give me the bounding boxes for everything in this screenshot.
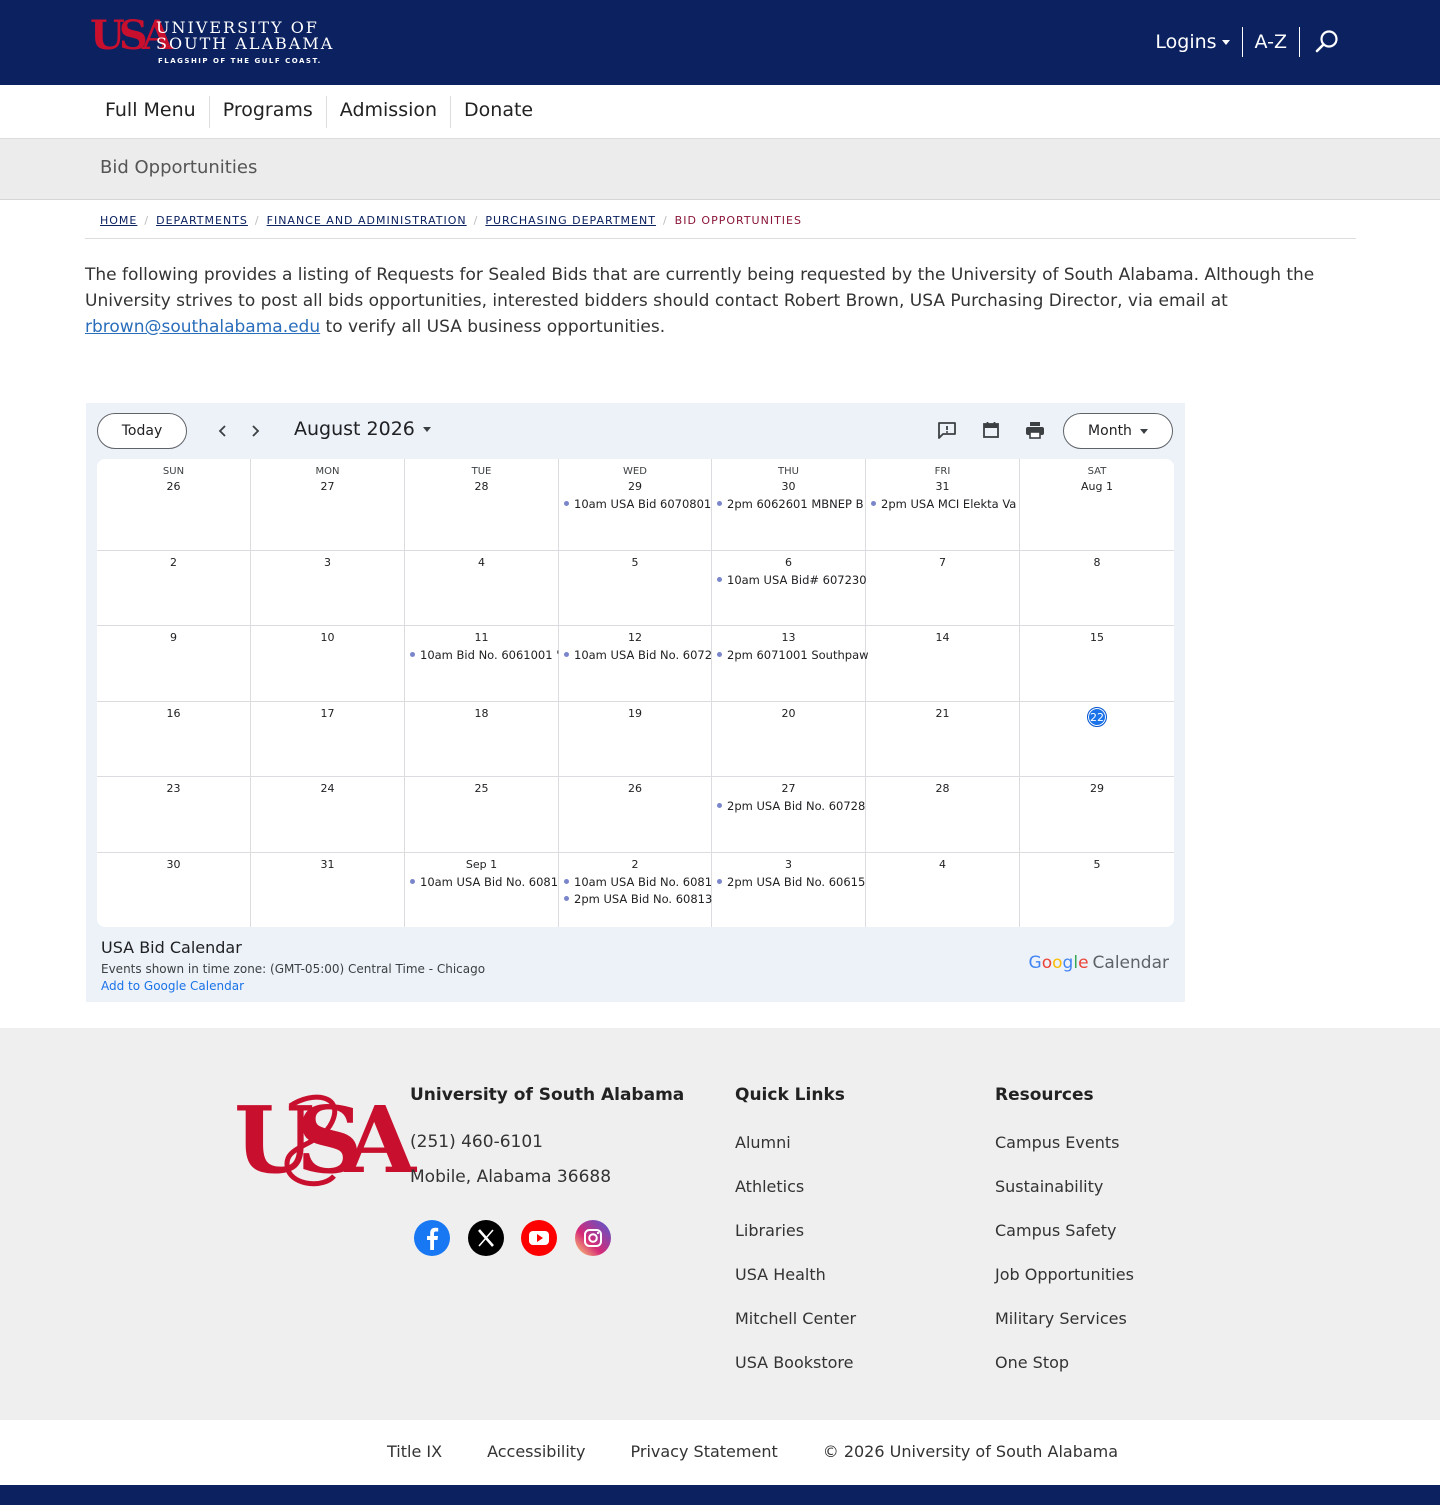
weekday-label: SUN	[162, 466, 185, 477]
day-number[interactable]: 6	[785, 556, 792, 569]
calendar-event[interactable]	[564, 648, 713, 662]
day-cell[interactable]	[559, 777, 712, 853]
breadcrumb-home[interactable]: HOME	[100, 214, 138, 227]
logins-dropdown[interactable]	[1155, 26, 1241, 58]
day-cell[interactable]	[866, 551, 1020, 626]
day-number[interactable]: Aug 1	[1081, 480, 1113, 493]
day-cell[interactable]	[1020, 551, 1174, 626]
view-label: Month	[1088, 423, 1132, 439]
day-cell[interactable]	[866, 702, 1020, 777]
day-cell[interactable]	[405, 459, 559, 551]
add-to-google-calendar-link[interactable]: Add to Google Calendar	[101, 979, 244, 993]
day-cell[interactable]	[559, 551, 712, 626]
resource-one-stop[interactable]: One Stop	[995, 1353, 1070, 1372]
resources-title: Resources	[995, 1085, 1094, 1105]
breadcrumb-purchasing[interactable]: PURCHASING DEPARTMENT	[485, 214, 656, 227]
day-number[interactable]: 28	[935, 782, 950, 795]
day-number[interactable]: 27	[320, 480, 335, 493]
brand-letter: e	[1078, 953, 1089, 973]
brand-letter: g	[1062, 953, 1074, 973]
event-title: 2pm 6062601 MBNEP B	[727, 497, 864, 511]
day-number[interactable]: 23	[166, 782, 181, 795]
event-dot-icon	[717, 652, 722, 657]
day-number[interactable]: 11	[474, 631, 489, 644]
day-number[interactable]: 8	[1093, 556, 1101, 569]
day-number[interactable]: 12	[628, 631, 642, 644]
day-number[interactable]: 29	[1090, 782, 1104, 795]
google-calendar-logo[interactable]	[1029, 953, 1169, 973]
weekday-label: TUE	[471, 466, 492, 477]
logo-name-line2: SOUTH ALABAMA	[156, 34, 335, 53]
brand-letter: G	[1028, 953, 1042, 973]
calendar-event[interactable]	[717, 648, 869, 662]
event-title: 10am USA Bid No. 6081	[574, 875, 713, 889]
calendar-event[interactable]	[717, 497, 864, 511]
calendar-event[interactable]	[564, 497, 712, 511]
brand-letter: o	[1041, 953, 1053, 973]
day-number[interactable]: 7	[939, 556, 946, 569]
day-number[interactable]: 31	[320, 858, 335, 871]
weekday-label: WED	[623, 466, 647, 477]
day-number[interactable]: 18	[474, 707, 489, 720]
quick-link-athletics[interactable]: Athletics	[735, 1177, 805, 1196]
footer-address: Mobile, Alabama 36688	[410, 1167, 612, 1187]
resource-campus-safety[interactable]: Campus Safety	[995, 1221, 1117, 1240]
event-title: 10am USA Bid 6070801	[574, 497, 712, 511]
event-title: 2pm 6071001 Southpaw	[727, 648, 869, 662]
day-cell[interactable]	[712, 626, 869, 702]
event-dot-icon	[410, 879, 415, 884]
day-cell[interactable]	[251, 459, 405, 551]
event-title: 10am USA Bid# 607230	[727, 573, 867, 587]
footer-contact-title: University of South Alabama	[410, 1085, 685, 1105]
quick-link-alumni[interactable]: Alumni	[735, 1133, 791, 1152]
footer-phone[interactable]: (251) 460-6101	[410, 1132, 543, 1152]
bottom-bar	[0, 1485, 1440, 1505]
event-dot-icon	[717, 577, 722, 582]
calendar-event[interactable]	[564, 875, 713, 889]
calendar-event[interactable]	[717, 573, 867, 587]
breadcrumb-current: BID OPPORTUNITIES	[674, 214, 802, 227]
logins-label: Logins	[1155, 31, 1217, 53]
day-number[interactable]: 10	[320, 631, 335, 644]
weekday-label: THU	[778, 466, 799, 477]
day-cell[interactable]	[405, 551, 559, 626]
quick-link-bookstore[interactable]: USA Bookstore	[735, 1353, 854, 1372]
day-cell[interactable]	[405, 853, 559, 927]
day-number[interactable]: 15	[1090, 631, 1104, 644]
event-title: 10am Bid No. 6061001 '	[420, 648, 560, 662]
event-title: 10am USA Bid No. 6072	[574, 648, 713, 662]
day-cell[interactable]	[712, 853, 866, 927]
brand-product: Calendar	[1092, 953, 1169, 973]
print-icon[interactable]	[1023, 418, 1047, 442]
day-number[interactable]: Sep 1	[465, 858, 498, 871]
event-dot-icon	[564, 652, 569, 657]
event-dot-icon	[564, 879, 569, 884]
legal-accessibility[interactable]: Accessibility	[487, 1442, 586, 1461]
today-indicator[interactable]: 22	[1087, 707, 1107, 727]
usa-monogram-logo[interactable]	[234, 1086, 399, 1196]
day-cell[interactable]	[559, 626, 712, 702]
day-number[interactable]: 13	[781, 631, 796, 644]
page-title-band	[0, 139, 1440, 200]
event-title: 2pm USA Bid No. 60728	[727, 799, 866, 813]
resource-campus-events[interactable]: Campus Events	[995, 1133, 1120, 1152]
day-cell[interactable]	[251, 853, 405, 927]
month-picker[interactable]	[294, 418, 431, 440]
caret-down-icon	[1140, 429, 1148, 434]
day-number[interactable]: 26	[628, 782, 642, 795]
quick-links-title: Quick Links	[735, 1085, 845, 1105]
day-cell[interactable]	[251, 626, 405, 702]
day-cell[interactable]	[97, 626, 251, 702]
today-button[interactable]: Today	[97, 413, 187, 449]
day-cell[interactable]	[1020, 626, 1174, 702]
event-title: 2pm USA Bid No. 60813	[574, 892, 713, 906]
caret-down-icon	[423, 427, 431, 432]
day-cell[interactable]	[712, 459, 866, 551]
day-cell[interactable]	[97, 459, 251, 551]
email-link[interactable]: rbrown@southalabama.edu	[85, 317, 321, 337]
weekday-label: FRI	[934, 466, 951, 477]
event-dot-icon	[564, 896, 569, 901]
day-cell[interactable]	[559, 702, 712, 777]
calendar-event[interactable]	[717, 799, 866, 813]
month-label: August 2026	[294, 418, 415, 440]
day-cell[interactable]	[559, 853, 712, 927]
weekday-label: SAT	[1087, 466, 1107, 477]
breadcrumb-rule	[85, 238, 1356, 239]
quick-link-mitchell-center[interactable]: Mitchell Center	[735, 1309, 857, 1328]
calendar-event[interactable]	[410, 648, 560, 662]
event-title: 2pm USA Bid No. 60615	[727, 875, 866, 889]
breadcrumb-separator: /	[662, 214, 668, 227]
day-number[interactable]: 2	[170, 556, 177, 569]
event-title: 10am USA Bid No. 6081	[420, 875, 559, 889]
event-title: 2pm USA MCI Elekta Va	[881, 497, 1017, 511]
facebook-icon[interactable]	[413, 1219, 451, 1257]
day-cell[interactable]	[251, 551, 405, 626]
day-cell[interactable]	[866, 777, 1020, 853]
day-number[interactable]: 3	[785, 858, 792, 871]
search-icon[interactable]	[1300, 26, 1340, 58]
calendar-icon[interactable]	[979, 418, 1003, 442]
brand-letter: o	[1052, 953, 1063, 973]
day-cell[interactable]	[866, 459, 1020, 551]
day-cell[interactable]	[97, 702, 251, 777]
day-cell[interactable]	[712, 777, 866, 853]
chevron-right-icon[interactable]	[243, 419, 267, 443]
day-cell[interactable]	[712, 551, 866, 626]
day-cell[interactable]	[866, 626, 1020, 702]
logo-mark: USA	[90, 12, 167, 59]
day-number[interactable]: 25	[474, 782, 489, 795]
calendar-event[interactable]	[410, 875, 559, 889]
day-number[interactable]: 24	[320, 782, 335, 795]
day-number[interactable]: 5	[1093, 858, 1101, 871]
day-cell[interactable]	[559, 459, 712, 551]
resource-military-services[interactable]: Military Services	[995, 1309, 1127, 1328]
youtube-icon[interactable]	[520, 1219, 558, 1257]
calendar-name: USA Bid Calendar	[101, 938, 242, 957]
breadcrumb-finance[interactable]: FINANCE AND ADMINISTRATION	[266, 214, 467, 227]
quick-link-libraries[interactable]: Libraries	[735, 1221, 805, 1240]
day-number[interactable]: 27	[781, 782, 796, 795]
page-title: Bid Opportunities	[100, 157, 258, 178]
event-dot-icon	[871, 501, 876, 506]
day-cell[interactable]	[251, 777, 405, 853]
google-calendar-embed	[86, 403, 1185, 1002]
day-cell[interactable]	[97, 853, 251, 927]
event-dot-icon	[717, 879, 722, 884]
day-cell[interactable]	[1020, 702, 1174, 777]
day-cell[interactable]	[405, 702, 559, 777]
logo-tagline: FLAGSHIP OF THE GULF COAST.	[158, 57, 322, 65]
day-cell[interactable]	[1020, 777, 1174, 853]
instagram-icon[interactable]	[574, 1219, 612, 1257]
day-number[interactable]: 16	[166, 707, 181, 720]
day-number[interactable]: 17	[320, 707, 335, 720]
day-number[interactable]: 29	[628, 480, 642, 493]
month-grid	[97, 459, 1174, 927]
timezone-text: Events shown in time zone: (GMT-05:00) Central Time - Chicago	[101, 962, 486, 976]
breadcrumb-departments[interactable]: DEPARTMENTS	[156, 214, 248, 227]
quick-link-usa-health[interactable]: USA Health	[735, 1265, 826, 1284]
intro-text-after: to verify all USA business opportunities.	[320, 317, 666, 337]
day-number[interactable]: 26	[166, 480, 181, 493]
day-number[interactable]: 14	[935, 631, 950, 644]
event-dot-icon	[717, 803, 722, 808]
breadcrumb-separator: /	[254, 214, 260, 227]
footer	[0, 1028, 1440, 1420]
breadcrumb-separator: /	[144, 214, 150, 227]
legal-title-ix[interactable]: Title IX	[387, 1442, 443, 1461]
day-cell[interactable]	[405, 777, 559, 853]
chevron-left-icon[interactable]	[211, 419, 235, 443]
day-cell[interactable]	[251, 702, 405, 777]
utility-links	[1155, 26, 1340, 58]
day-number[interactable]: 19	[628, 707, 642, 720]
caret-down-icon	[1222, 40, 1230, 45]
event-dot-icon	[410, 652, 415, 657]
x-icon[interactable]	[467, 1219, 505, 1257]
day-number[interactable]: 5	[631, 556, 639, 569]
calendar-event[interactable]	[717, 875, 866, 889]
event-dot-icon	[564, 501, 569, 506]
day-cell[interactable]	[1020, 459, 1174, 551]
day-number[interactable]: 3	[324, 556, 331, 569]
day-cell[interactable]	[97, 551, 251, 626]
svg-text:USA: USA	[234, 1086, 399, 1194]
nav-full-menu[interactable]: Full Menu	[105, 99, 196, 121]
resource-job-opportunities[interactable]: Job Opportunities	[995, 1265, 1134, 1284]
day-number[interactable]: 30	[166, 858, 181, 871]
brand-letter: l	[1073, 953, 1079, 973]
legal-bar	[0, 1420, 1440, 1485]
logo-name-line1: UNIVERSITY OF	[156, 18, 319, 37]
agenda-feedback-icon[interactable]	[935, 418, 959, 442]
breadcrumb-separator: /	[473, 214, 479, 227]
day-number[interactable]: 4	[478, 556, 485, 569]
weekday-label: MON	[315, 466, 340, 477]
main-nav	[0, 85, 1440, 139]
view-selector[interactable]	[1063, 413, 1173, 449]
day-cell[interactable]	[712, 702, 866, 777]
calendar-event[interactable]	[871, 497, 1015, 511]
day-number[interactable]: 21	[935, 707, 950, 720]
breadcrumb	[100, 214, 802, 227]
nav-admission[interactable]: Admission	[326, 96, 450, 128]
day-number[interactable]: 9	[170, 631, 177, 644]
day-cell[interactable]	[866, 853, 1020, 927]
day-number[interactable]: 2	[631, 858, 639, 871]
event-dot-icon	[717, 501, 722, 506]
day-number[interactable]: 31	[935, 480, 950, 493]
day-number[interactable]: 20	[781, 707, 796, 720]
legal-copyright: © 2026 University of South Alabama	[822, 1442, 1119, 1461]
nav-programs[interactable]: Programs	[209, 96, 326, 128]
day-number[interactable]	[1020, 707, 1174, 727]
university-logo[interactable]	[90, 13, 350, 69]
intro-text-before: The following provides a listing of Requests for Sealed Bids that are currently being requested by the University of South Alabama. Although the University strives to post all bids opportunities, interested bidders should contact Robert Brown, USA Purchasing Director, via email at	[85, 265, 1315, 311]
resource-sustainability[interactable]: Sustainability	[995, 1177, 1104, 1196]
az-link[interactable]: A-Z	[1254, 31, 1287, 53]
day-cell[interactable]	[1020, 853, 1174, 927]
calendar-event[interactable]	[564, 892, 713, 906]
day-number[interactable]: 4	[939, 858, 946, 871]
legal-privacy[interactable]: Privacy Statement	[630, 1442, 778, 1461]
nav-donate[interactable]: Donate	[450, 96, 546, 128]
intro-paragraph	[85, 262, 1356, 340]
day-cell[interactable]	[405, 626, 559, 702]
top-bar	[0, 0, 1440, 85]
day-cell[interactable]	[97, 777, 251, 853]
day-number[interactable]: 30	[781, 480, 796, 493]
day-number[interactable]: 28	[474, 480, 489, 493]
